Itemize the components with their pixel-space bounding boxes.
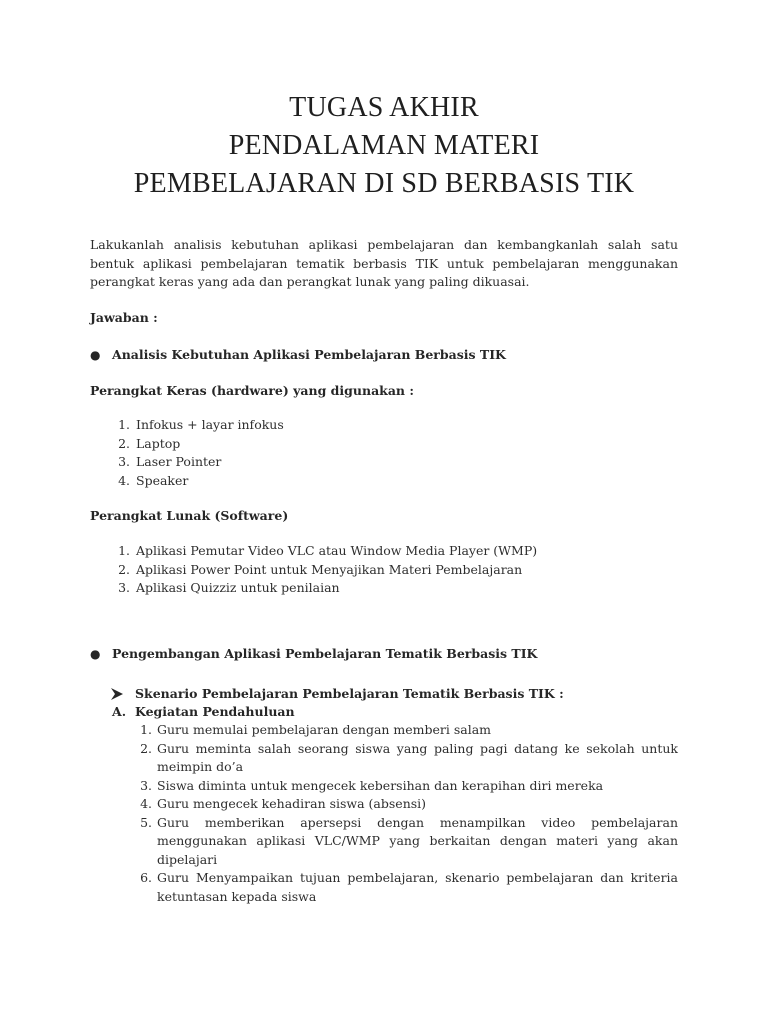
hardware-heading: Perangkat Keras (hardware) yang digunakan : [90, 383, 414, 398]
document-page [90, 0, 678, 1024]
list-item [132, 721, 678, 740]
arrowhead-icon [110, 687, 124, 701]
intro-paragraph: Lakukanlah analisis kebutuhan aplikasi pembelajaran dan kembangkanlah salah satu bentuk aplikasi pembelajaran tematik berbasis TIK untuk pembelajaran menggunakan perangkat keras yang ada dan perangkat lunak yang paling dikuasai. [90, 237, 678, 289]
section-1-heading-text: Analisis Kebutuhan Aplikasi Pembelajaran Berbasis TIK [112, 347, 506, 362]
document-title-line-3: PEMBELAJARAN DI SD BERBASIS TIK [133, 168, 635, 199]
bullet-icon: ● [90, 348, 101, 362]
list-number: 1. [118, 417, 130, 432]
list-item [110, 561, 650, 580]
list-item-text: Siswa diminta untuk mengecek kebersihan dan kerapihan diri mereka [157, 777, 604, 793]
list-number: 4. [118, 472, 130, 488]
list-item [132, 740, 678, 777]
bullet-icon: ● [90, 647, 101, 661]
list-number: 1. [118, 543, 130, 558]
list-number: 6. [140, 870, 152, 885]
list-item-text: Aplikasi Power Point untuk Menyajikan Materi Pembelajaran [136, 561, 523, 577]
software-list [110, 542, 650, 598]
software-heading: Perangkat Lunak (Software) [90, 508, 289, 523]
list-number: 2. [118, 435, 130, 451]
section-2-heading [90, 645, 678, 663]
answer-label: Jawaban : [90, 310, 158, 325]
list-item-text: Guru mengecek kehadiran siswa (absensi) [157, 796, 427, 811]
list-item-text: Guru meminta salah seorang siswa yang paling pagi datang ke sekolah untuk meimpin do’a [157, 740, 678, 774]
sub-heading-letter: A. [112, 704, 127, 719]
list-item [110, 416, 650, 435]
sub-heading-a [90, 703, 678, 721]
list-item-text: Laser Pointer [136, 454, 222, 469]
hardware-list [110, 416, 650, 490]
scenario-heading [90, 685, 678, 703]
list-number: 3. [118, 580, 130, 595]
document-title-line-1: TUGAS AKHIR [289, 92, 479, 123]
scenario-heading-text: Skenario Pembelajaran Pembelajaran Tematik Berbasis TIK : [135, 686, 564, 701]
list-item [132, 869, 678, 906]
list-item [110, 542, 650, 561]
list-number: 1. [140, 722, 152, 737]
list-item [132, 777, 678, 796]
section-1-heading [90, 346, 678, 364]
list-number: 2. [140, 740, 152, 756]
list-item-text: Infokus + layar infokus [136, 417, 284, 432]
list-item [110, 435, 650, 454]
list-item-text: Guru memberikan apersepsi dengan menampilkan video pembelajaran menggunakan aplikasi VLC/WMP yang berkaitan dengan materi yang akan dipelajari [157, 814, 678, 867]
list-number: 5. [140, 814, 152, 830]
list-item [110, 472, 650, 491]
list-number: 4. [140, 796, 152, 811]
list-item-text: Speaker [136, 472, 189, 488]
sub-heading-text: Kegiatan Pendahuluan [135, 704, 295, 719]
list-number: 3. [140, 777, 152, 793]
list-item [110, 453, 650, 472]
list-item-text: Laptop [136, 435, 181, 451]
list-number: 2. [118, 561, 130, 577]
list-number: 3. [118, 454, 130, 469]
document-title-line-2: PENDALAMAN MATERI [228, 130, 540, 161]
list-item-text: Guru Menyampaikan tujuan pembelajaran, skenario pembelajaran dan kriteria ketuntasan kepada siswa [157, 870, 678, 904]
list-item [132, 814, 678, 870]
list-item [110, 579, 650, 598]
introductory-activities-list [132, 721, 678, 906]
list-item-text: Guru memulai pembelajaran dengan memberi salam [157, 722, 492, 737]
list-item [132, 795, 678, 814]
list-item-text: Aplikasi Pemutar Video VLC atau Window Media Player (WMP) [136, 543, 538, 558]
list-item-text: Aplikasi Quizziz untuk penilaian [136, 580, 340, 595]
section-2-heading-text: Pengembangan Aplikasi Pembelajaran Tematik Berbasis TIK [112, 646, 538, 661]
